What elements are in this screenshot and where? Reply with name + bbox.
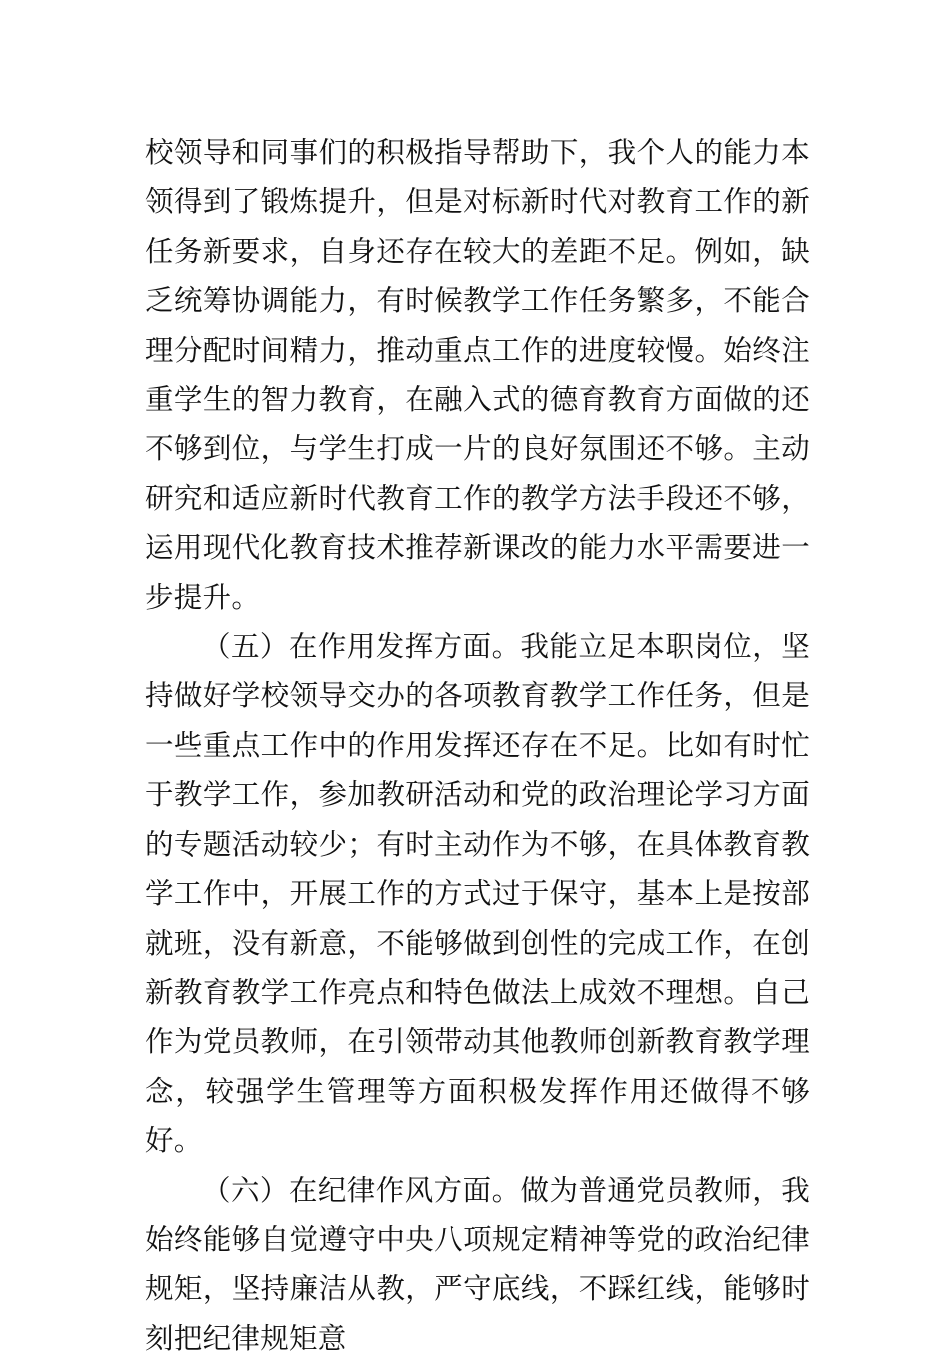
paragraph-continuation: 校领导和同事们的积极指导帮助下，我个人的能力本领得到了锻炼提升，但是对标新时代对教育工作的新任务新要求，自身还存在较大的差距不足。例如，缺乏统筹协调能力，有时候教学工作任务繁多，不能合理分配时间精力，推动重点工作的进度较慢。始终注重学生的智力教育，在融入式的德育教育方面做的还不够到位，与学生打成一片的良好氛围还不够。主动研究和适应新时代教育工作的教学方法手段还不够，运用现代化教育技术推荐新课改的能力水平需要进一步提升。	[145, 136, 810, 614]
paragraph-role-performance: （五）在作用发挥方面。我能立足本职岗位，坚持做好学校领导交办的各项教育教学工作任务，但是一些重点工作中的作用发挥还存在不足。比如有时忙于教学工作，参加教研活动和党的政治理论学习方面的专题活动较少；有时主动作为不够，在具体教育教学工作中，开展工作的方式过于保守，基本上是按部就班，没有新意，不能够做到创性的完成工作，在创新教育教学工作亮点和特色做法上成效不理想。自己作为党员教师，在引领带动其他教师创新教育教学理念，较强学生管理等方面积极发挥作用还做得不够好。	[145, 630, 810, 1158]
document-body	[145, 128, 810, 1363]
paragraph-discipline-conduct: （六）在纪律作风方面。做为普通党员教师，我始终能够自觉遵守中央八项规定精神等党的政治纪律规矩，坚持廉洁从教，严守底线，不踩红线，能够时刻把纪律规矩意	[145, 1173, 810, 1355]
